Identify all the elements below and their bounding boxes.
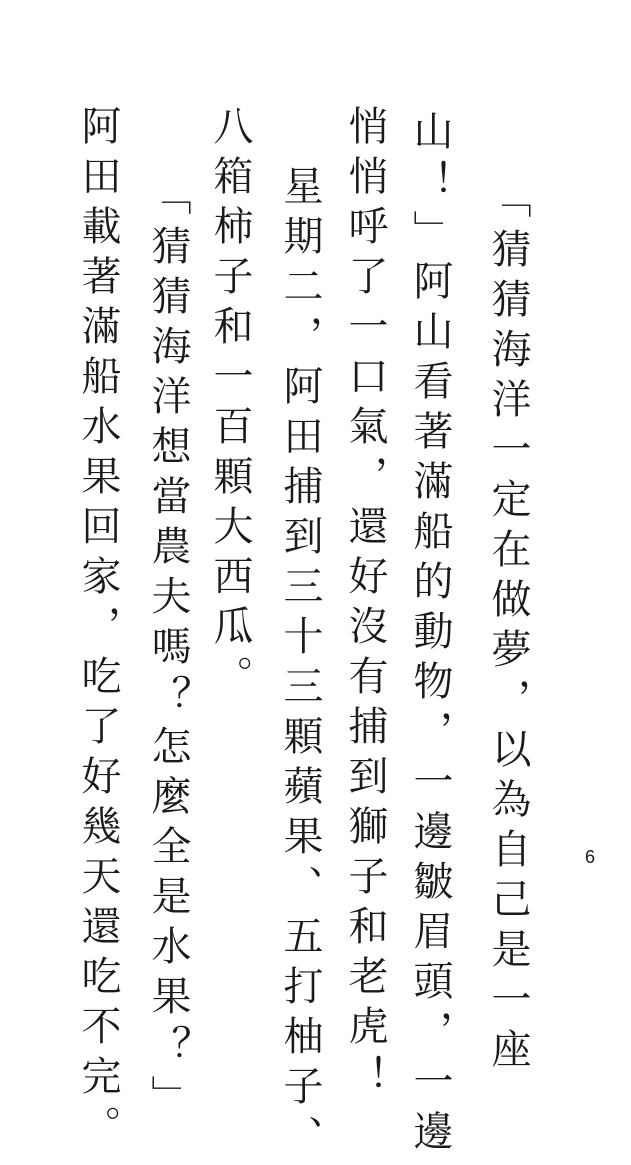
- text-column-6: 「猜猜海洋想當農夫嗎？怎麼全是水果？」: [145, 175, 191, 1125]
- text-column-7: 阿田載著滿船水果回家，吃了好幾天還吃不完。: [75, 105, 121, 1155]
- text-column-1: 「猜猜海洋一定在做夢，以為自己是一座: [485, 178, 531, 1078]
- page-number: 6: [584, 847, 595, 867]
- text-column-2: 山！」阿山看著滿船的動物，一邊皺眉頭，一邊: [407, 110, 453, 1160]
- text-column-3: 悄悄呼了一口氣，還好沒有捕到獅子和老虎！: [342, 105, 388, 1105]
- text-column-4: 星期二，阿田捕到三十三顆蘋果、五打柚子、: [277, 165, 323, 1165]
- text-column-5: 八箱柿子和一百顆大西瓜。: [207, 105, 253, 705]
